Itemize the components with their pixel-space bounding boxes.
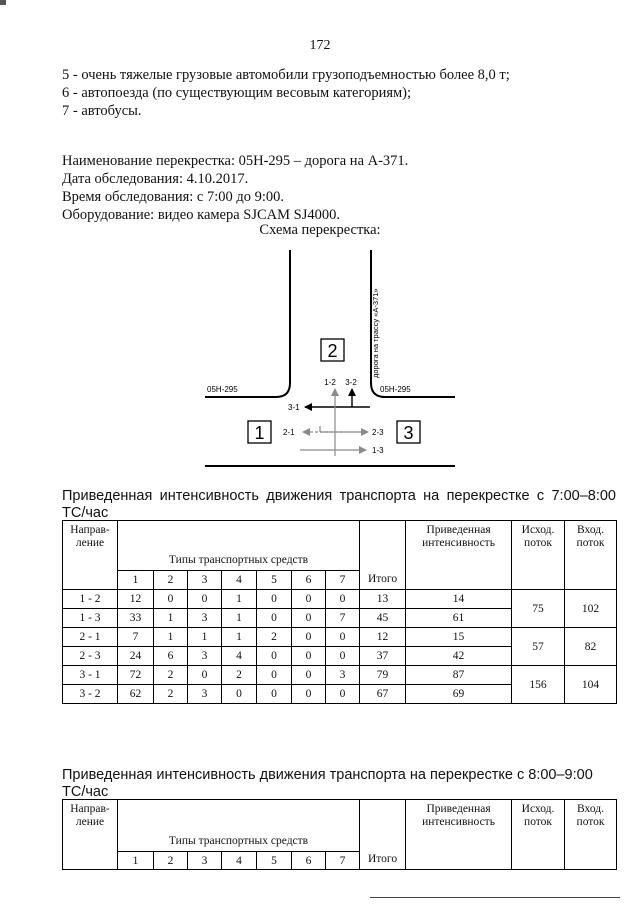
t2-type-col-7: 7	[326, 852, 360, 870]
table-cell: 0	[257, 685, 292, 704]
table-row	[63, 666, 617, 685]
table-cell: 2	[257, 628, 292, 647]
table1	[62, 520, 617, 704]
table-cell: 1	[154, 628, 188, 647]
header-outgoing: Исход. поток	[512, 521, 565, 590]
t2-header-incoming: Вход. поток	[565, 800, 617, 870]
road-edge-right	[371, 250, 455, 397]
table-cell: 67	[360, 685, 406, 704]
table-cell: 13	[360, 590, 406, 609]
road-edge-left	[205, 250, 290, 397]
t2-header-reduced: Приведенная интенсивность	[406, 800, 512, 870]
page-number: 172	[309, 38, 331, 53]
table-cell: 0	[257, 609, 292, 628]
table1-title: Приведенная интенсивность движения транспорта на перекрестке с 7:00–8:00	[62, 488, 616, 504]
table-cell: 24	[118, 647, 154, 666]
type-col-5: 5	[257, 571, 292, 590]
cell-reduced: 14	[406, 590, 512, 609]
header-reduced: Приведенная интенсивность	[406, 521, 512, 590]
row-direction: 3 - 1	[63, 666, 118, 685]
cell-reduced: 61	[406, 609, 512, 628]
table2	[62, 799, 617, 870]
header-total: Итого	[360, 521, 406, 590]
table-cell: 0	[292, 666, 326, 685]
table-cell: 0	[292, 628, 326, 647]
table-cell: 33	[118, 609, 154, 628]
cell-outgoing-flow: 75	[512, 590, 565, 628]
table-cell: 0	[292, 590, 326, 609]
table-cell: 6	[154, 647, 188, 666]
type-col-7: 7	[326, 571, 360, 590]
legend-line-5: 5 - очень тяжелые грузовые автомобили грузоподъемностью более 8,0 т;	[62, 67, 510, 83]
label-1-2: 1-2	[324, 378, 336, 387]
table-cell: 3	[188, 609, 222, 628]
scan-corner-mark	[0, 0, 6, 5]
table-cell: 12	[360, 628, 406, 647]
table-cell: 37	[360, 647, 406, 666]
type-col-6: 6	[292, 571, 326, 590]
box-1-label: 1	[254, 423, 265, 443]
t2-header-types: Типы транспортных средств	[118, 800, 360, 852]
label-3-1: 3-1	[288, 403, 300, 412]
t2-type-col-2: 2	[154, 852, 188, 870]
box-3-label: 3	[403, 423, 414, 443]
intersection-scheme	[0, 238, 640, 478]
table-cell: 1	[222, 590, 257, 609]
t2-header-direction: Направ- ление	[63, 800, 118, 870]
table-cell: 79	[360, 666, 406, 685]
table-cell: 1	[222, 609, 257, 628]
row-direction: 2 - 1	[63, 628, 118, 647]
table-cell: 0	[154, 590, 188, 609]
header-direction: Направ- ление	[63, 521, 118, 590]
table-cell: 0	[257, 647, 292, 666]
table-cell: 0	[326, 685, 360, 704]
table-cell: 2	[154, 666, 188, 685]
table1-unit: ТС/час	[62, 505, 109, 521]
t2-type-col-5: 5	[257, 852, 292, 870]
survey-date: Дата обследования: 4.10.2017.	[62, 171, 249, 187]
label-1-3: 1-3	[372, 446, 384, 455]
road-label-right: 05Н-295	[380, 385, 411, 394]
label-3-2: 3-2	[345, 378, 357, 387]
table-cell: 0	[257, 590, 292, 609]
scan-bottom-line	[370, 897, 620, 898]
cell-outgoing-flow: 57	[512, 628, 565, 666]
table-cell: 62	[118, 685, 154, 704]
table1-body	[63, 590, 617, 704]
table-cell: 0	[326, 628, 360, 647]
table-cell: 1	[154, 609, 188, 628]
cell-incoming-flow: 82	[565, 628, 617, 666]
cell-incoming-flow: 102	[565, 590, 617, 628]
survey-time: Время обследования: с 7:00 до 9:00.	[62, 189, 285, 205]
type-col-2: 2	[154, 571, 188, 590]
type-col-3: 3	[188, 571, 222, 590]
table-cell: 3	[326, 666, 360, 685]
table-cell: 0	[222, 685, 257, 704]
legend-line-7: 7 - автобусы.	[62, 103, 142, 119]
table-cell: 7	[326, 609, 360, 628]
equipment: Оборудование: видео камера SJCAM SJ4000.	[62, 207, 340, 223]
table-cell: 1	[222, 628, 257, 647]
label-2-1: 2-1	[283, 428, 295, 437]
table-cell: 0	[292, 609, 326, 628]
table-cell: 0	[326, 647, 360, 666]
table-row	[63, 590, 617, 609]
cell-reduced: 42	[406, 647, 512, 666]
table-cell: 7	[118, 628, 154, 647]
table2-title: Приведенная интенсивность движения транспорта на перекрестке с 8:00–9:00	[62, 767, 593, 783]
table-cell: 0	[257, 666, 292, 685]
table-cell: 0	[292, 685, 326, 704]
table2-unit: ТС/час	[62, 784, 109, 800]
table-cell: 4	[222, 647, 257, 666]
table-cell: 1	[188, 628, 222, 647]
header-incoming: Вход. поток	[565, 521, 617, 590]
header-types: Типы транспортных средств	[118, 521, 360, 571]
type-col-1: 1	[118, 571, 154, 590]
t2-type-col-3: 3	[188, 852, 222, 870]
legend-line-6: 6 - автопоезда (по существующим весовым категориям);	[62, 85, 412, 101]
row-direction: 1 - 3	[63, 609, 118, 628]
row-direction: 2 - 3	[63, 647, 118, 666]
table-cell: 12	[118, 590, 154, 609]
table-cell: 2	[154, 685, 188, 704]
t2-header-total: Итого	[360, 800, 406, 870]
table-cell: 0	[292, 647, 326, 666]
intersection-name: Наименование перекрестка: 05Н-295 – дорога на А-371.	[62, 153, 409, 169]
table-cell: 0	[188, 666, 222, 685]
cell-reduced: 69	[406, 685, 512, 704]
table-cell: 72	[118, 666, 154, 685]
box-2-label: 2	[327, 341, 338, 361]
table-cell: 2	[222, 666, 257, 685]
row-direction: 1 - 2	[63, 590, 118, 609]
road-label-vertical: дорога на трассу «А-371»	[371, 288, 380, 378]
table-cell: 3	[188, 685, 222, 704]
t2-type-col-1: 1	[118, 852, 154, 870]
label-2-3: 2-3	[372, 428, 384, 437]
cell-outgoing-flow: 156	[512, 666, 565, 704]
table-cell: 0	[188, 590, 222, 609]
scheme-title: Схема перекрестка:	[259, 222, 381, 238]
cell-incoming-flow: 104	[565, 666, 617, 704]
t2-type-col-4: 4	[222, 852, 257, 870]
table-cell: 45	[360, 609, 406, 628]
cell-reduced: 15	[406, 628, 512, 647]
table-cell: 0	[326, 590, 360, 609]
type-col-4: 4	[222, 571, 257, 590]
cell-reduced: 87	[406, 666, 512, 685]
table-cell: 3	[188, 647, 222, 666]
t2-type-col-6: 6	[292, 852, 326, 870]
road-label-left: 05Н-295	[207, 385, 238, 394]
row-direction: 3 - 2	[63, 685, 118, 704]
t2-header-outgoing: Исход. поток	[512, 800, 565, 870]
table-row	[63, 628, 617, 647]
